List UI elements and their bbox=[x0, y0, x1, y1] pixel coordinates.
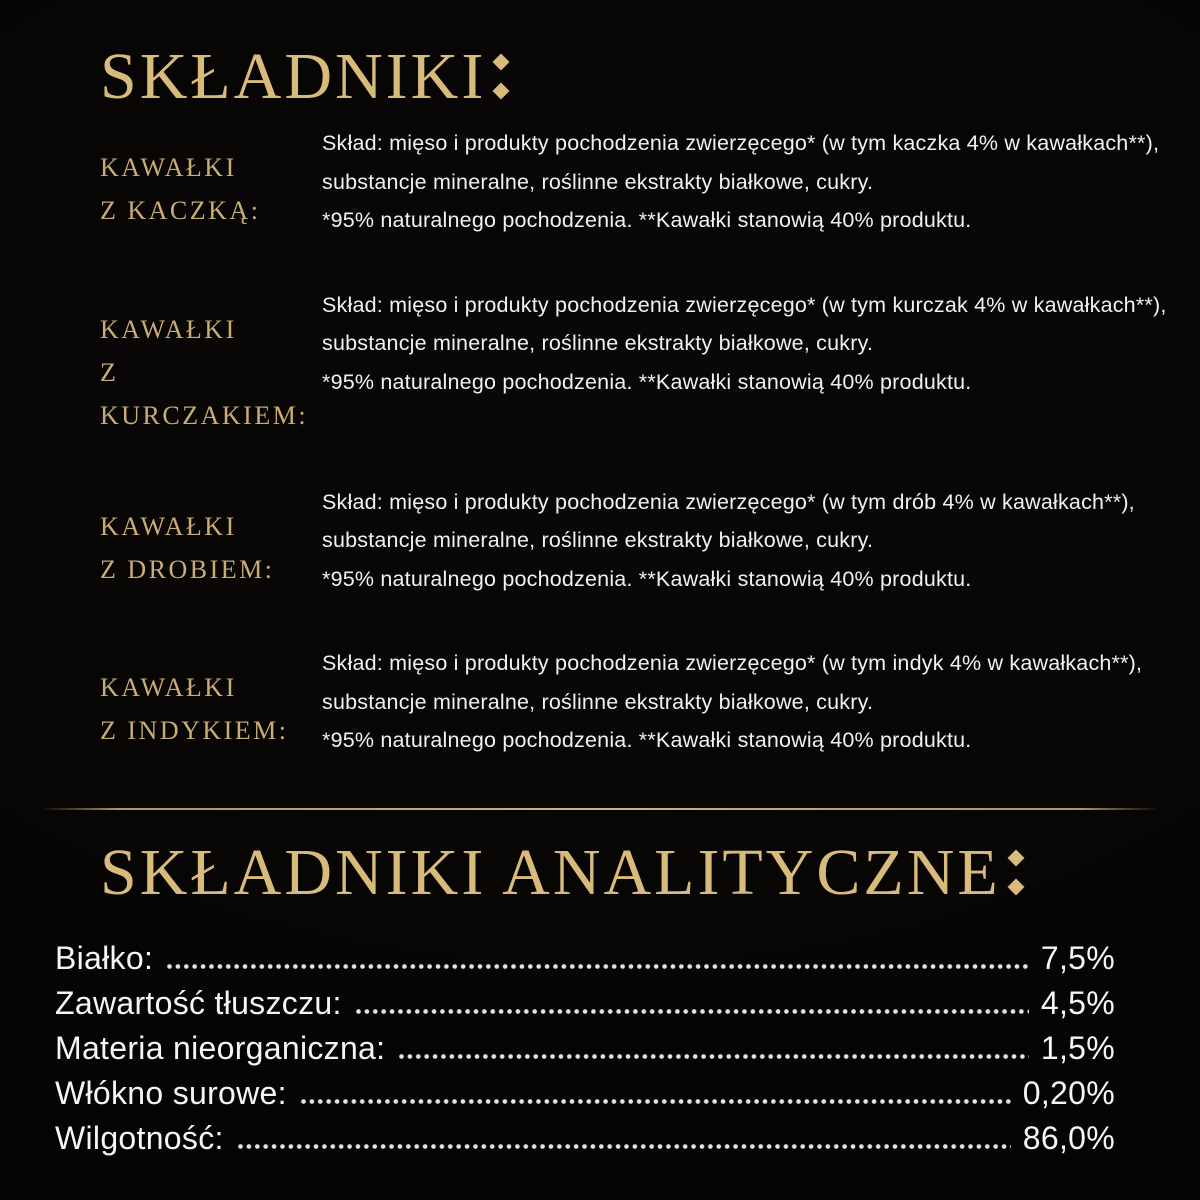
composition-line: *95% naturalnego pochodzenia. **Kawałki stanowią 40% produktu. bbox=[322, 566, 972, 591]
diamond-dot-top bbox=[493, 54, 510, 71]
diamond-dot-top bbox=[1007, 849, 1024, 866]
diamond-colon-icon bbox=[495, 44, 507, 97]
table-row-crude-fibre bbox=[55, 1074, 1115, 1111]
row-value: 86,0% bbox=[1022, 1119, 1115, 1156]
label-line: KAWAŁKI bbox=[100, 673, 237, 702]
label-line: KAWAŁKI bbox=[100, 153, 237, 182]
composition-line: *95% naturalnego pochodzenia. **Kawałki stanowią 40% produktu. bbox=[322, 728, 972, 752]
row-value: 0,20% bbox=[1022, 1074, 1115, 1111]
composition-line: substancje mineralne, roślinne ekstrakty białkowe, cukry. bbox=[322, 689, 874, 714]
dotted-leader bbox=[356, 1009, 1029, 1014]
table-row-protein bbox=[55, 939, 1115, 976]
section-chicken bbox=[0, 286, 1200, 437]
label-line: Z DROBIEM: bbox=[100, 554, 275, 584]
row-value: 7,5% bbox=[1040, 939, 1115, 976]
ingredient-sections bbox=[0, 110, 1200, 760]
dotted-leader bbox=[238, 1144, 1011, 1149]
section-turkey-composition bbox=[322, 644, 1180, 760]
composition-line: *95% naturalnego pochodzenia. **Kawałki stanowią 40% produktu. bbox=[322, 208, 972, 232]
row-label: Włókno surowe: bbox=[55, 1074, 287, 1111]
row-label: Wilgotność: bbox=[55, 1119, 224, 1156]
section-turkey bbox=[0, 644, 1200, 760]
diamond-dot-bottom bbox=[493, 83, 510, 100]
section-duck bbox=[0, 124, 1200, 240]
composition-line: substancje mineralne, roślinne ekstrakty białkowe, cukry. bbox=[322, 331, 874, 355]
section-chicken-label bbox=[100, 286, 322, 437]
label-line: KAWAŁKI bbox=[100, 314, 237, 344]
dotted-leader bbox=[167, 964, 1029, 969]
label-line: Z KURCZAKIEM: bbox=[100, 357, 309, 430]
composition-line: Skład: mięso i produkty pochodzenia zwierzęcego* (w tym kaczka 4% w kawałkach**), bbox=[322, 131, 1160, 155]
row-label: Białko: bbox=[55, 939, 154, 976]
dotted-leader bbox=[399, 1054, 1029, 1059]
diamond-dot-bottom bbox=[1007, 878, 1024, 895]
composition-line: substancje mineralne, roślinne ekstrakty białkowe, cukry. bbox=[322, 169, 874, 194]
row-value: 4,5% bbox=[1040, 984, 1115, 1021]
composition-line: Skład: mięso i produkty pochodzenia zwierzęcego* (w tym kurczak 4% w kawałkach**), bbox=[322, 292, 1167, 317]
composition-line: Skład: mięso i produkty pochodzenia zwierzęcego* (w tym indyk 4% w kawałkach**), bbox=[322, 651, 1143, 675]
label-line: Z INDYKIEM: bbox=[100, 716, 289, 745]
analytical-title-text: SKŁADNIKI ANALITYCZNE bbox=[100, 835, 1001, 909]
row-label: Materia nieorganiczna: bbox=[55, 1029, 386, 1066]
label-line: Z KACZKĄ: bbox=[100, 196, 261, 225]
row-value: 1,5% bbox=[1040, 1029, 1115, 1066]
dotted-leader bbox=[301, 1099, 1011, 1104]
ingredients-title bbox=[0, 0, 1200, 113]
composition-line: Skład: mięso i produkty pochodzenia zwierzęcego* (w tym drób 4% w kawałkach**), bbox=[322, 489, 1135, 514]
diamond-colon-icon bbox=[1010, 840, 1022, 893]
analytical-title bbox=[0, 810, 1200, 909]
label-line: KAWAŁKI bbox=[100, 511, 237, 541]
table-row-moisture bbox=[55, 1119, 1115, 1156]
row-label: Zawartość tłuszczu: bbox=[55, 984, 342, 1021]
section-poultry-label bbox=[100, 483, 322, 599]
table-row-inorganic-matter bbox=[55, 1029, 1115, 1066]
section-poultry-composition bbox=[322, 483, 1180, 599]
section-duck-label bbox=[100, 124, 322, 240]
section-chicken-composition bbox=[322, 286, 1180, 437]
composition-line: substancje mineralne, roślinne ekstrakty białkowe, cukry. bbox=[322, 528, 874, 552]
section-turkey-label bbox=[100, 644, 322, 760]
composition-line: *95% naturalnego pochodzenia. **Kawałki stanowią 40% produktu. bbox=[322, 369, 972, 394]
analytical-table bbox=[55, 939, 1115, 1156]
section-poultry bbox=[0, 483, 1200, 599]
section-duck-composition bbox=[322, 124, 1180, 240]
ingredients-title-text: SKŁADNIKI bbox=[100, 40, 487, 113]
table-row-fat bbox=[55, 984, 1115, 1021]
